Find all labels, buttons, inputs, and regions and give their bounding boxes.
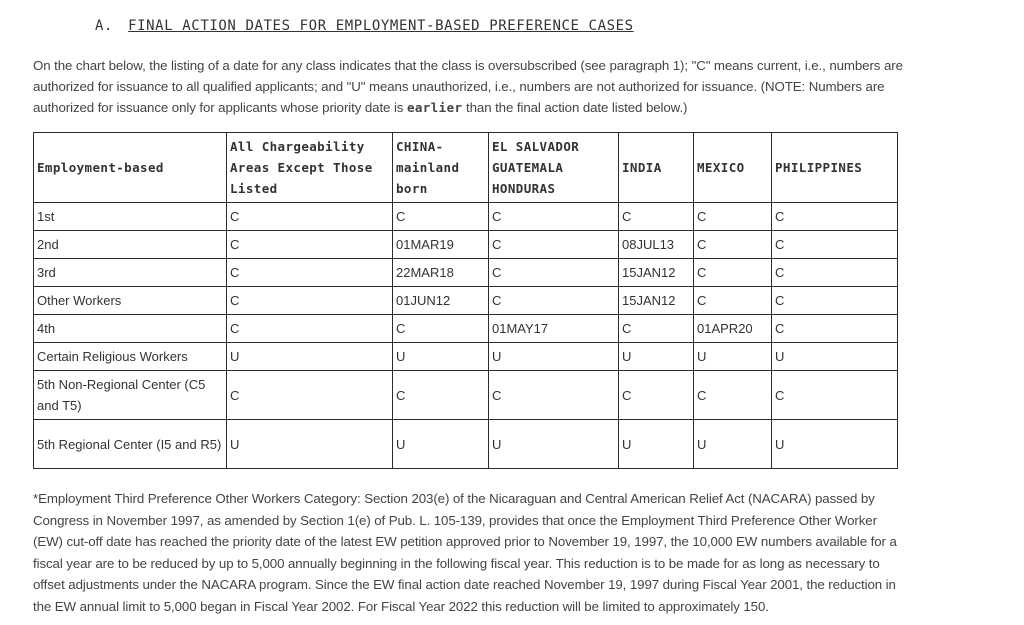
table-cell: C xyxy=(694,259,772,287)
intro-text-end: than the final action date listed below.) xyxy=(462,100,688,115)
table-cell: C xyxy=(772,287,898,315)
col-header-all-chargeability: All Chargeability Areas Except Those Listed xyxy=(227,133,393,203)
table-row xyxy=(34,231,898,259)
table-row xyxy=(34,259,898,287)
row-label: 4th xyxy=(34,315,227,343)
table-cell: U xyxy=(489,343,619,371)
col-header-china: CHINA-mainland born xyxy=(393,133,489,203)
table-cell: C xyxy=(772,203,898,231)
table-cell: C xyxy=(619,203,694,231)
col-header-mexico: MEXICO xyxy=(694,133,772,203)
table-cell: C xyxy=(489,203,619,231)
table-cell: C xyxy=(489,287,619,315)
col-header-philippines: PHILIPPINES xyxy=(772,133,898,203)
table-cell: C xyxy=(489,371,619,420)
table-cell: U xyxy=(694,343,772,371)
table-cell: C xyxy=(489,259,619,287)
table-cell: C xyxy=(772,371,898,420)
table-cell: U xyxy=(619,343,694,371)
row-label: 5th Regional Center (I5 and R5) xyxy=(34,420,227,469)
col-header-employment-based: Employment-based xyxy=(34,133,227,203)
table-cell: U xyxy=(489,420,619,469)
table-cell: C xyxy=(619,371,694,420)
section-heading xyxy=(95,18,634,34)
table-row xyxy=(34,371,898,420)
table-cell: C xyxy=(619,315,694,343)
table-cell: U xyxy=(227,420,393,469)
table-cell: 01MAR19 xyxy=(393,231,489,259)
table-cell: 01APR20 xyxy=(694,315,772,343)
section-letter: A. xyxy=(95,18,114,34)
table-row xyxy=(34,315,898,343)
table-cell: C xyxy=(772,259,898,287)
row-label: 5th Non-Regional Center (C5 and T5) xyxy=(34,371,227,420)
table-cell: U xyxy=(772,343,898,371)
intro-text-start: On the chart below, the listing of a date for any class indicates that the class is oversubscribed (see paragraph 1); "C" means current, i.e., numbers are authorized for issuance to all qualified applicants; and "U" means unauthorized, i.e., numbers are not authorized for issuance. (NOTE: Numbers are authorized for issuance only for applicants whose priority date is xyxy=(33,58,903,115)
footnote-paragraph: *Employment Third Preference Other Workers Category: Section 203(e) of the Nicaraguan and Central American Relief Act (NACARA) passed by Congress in November 1997, as amended by Section 1(e) of Pub. L. 105-139, provides that once the Employment Third Preference Other Worker (EW) cut-off date has reached the priority date of the latest EW petition approved prior to November 19, 1997, the 10,000 EW numbers available for a fiscal year are to be reduced by up to 5,000 annually beginning in the following fiscal year. This reduction is to be made for as long as necessary to offset adjustments under the NACARA program. Since the EW final action date reached November 19, 1997 during Fiscal Year 2001, the reduction in the EW annual limit to 5,000 began in Fiscal Year 2002. For Fiscal Year 2022 this reduction will be limited to approximately 150. xyxy=(33,491,897,614)
intro-paragraph xyxy=(33,55,913,118)
table-cell: C xyxy=(227,203,393,231)
table-cell: C xyxy=(772,231,898,259)
table-row xyxy=(34,287,898,315)
col-header-india: INDIA xyxy=(619,133,694,203)
table-cell: C xyxy=(227,231,393,259)
section-title: FINAL ACTION DATES FOR EMPLOYMENT-BASED PREFERENCE CASES xyxy=(128,18,634,34)
table-cell: C xyxy=(694,287,772,315)
table-cell: C xyxy=(489,231,619,259)
table-cell: 01JUN12 xyxy=(393,287,489,315)
table-cell: U xyxy=(393,343,489,371)
table-cell: 15JAN12 xyxy=(619,287,694,315)
final-action-dates-table xyxy=(33,132,898,469)
table-cell: 01MAY17 xyxy=(489,315,619,343)
intro-emphasis: earlier xyxy=(406,100,463,115)
table-cell: U xyxy=(227,343,393,371)
table-cell: C xyxy=(227,315,393,343)
table-cell: C xyxy=(227,371,393,420)
table-cell: C xyxy=(227,287,393,315)
table-cell: C xyxy=(772,315,898,343)
table-cell: C xyxy=(393,371,489,420)
row-label: 1st xyxy=(34,203,227,231)
col-header-el-salvador: EL SALVADOR GUATEMALA HONDURAS xyxy=(489,133,619,203)
table-cell: U xyxy=(619,420,694,469)
table-cell: C xyxy=(694,203,772,231)
table-row xyxy=(34,203,898,231)
table-cell: C xyxy=(227,259,393,287)
row-label: 2nd xyxy=(34,231,227,259)
table-cell: 08JUL13 xyxy=(619,231,694,259)
row-label: 3rd xyxy=(34,259,227,287)
table-cell: C xyxy=(694,371,772,420)
table-header-row xyxy=(34,133,898,203)
table-cell: C xyxy=(393,203,489,231)
table-row xyxy=(34,420,898,469)
row-label: Other Workers xyxy=(34,287,227,315)
table-cell: 15JAN12 xyxy=(619,259,694,287)
table-cell: C xyxy=(393,315,489,343)
table-cell: U xyxy=(694,420,772,469)
row-label: Certain Religious Workers xyxy=(34,343,227,371)
table-cell: 22MAR18 xyxy=(393,259,489,287)
table-row xyxy=(34,343,898,371)
table-cell: U xyxy=(393,420,489,469)
table-cell: U xyxy=(772,420,898,469)
table-cell: C xyxy=(694,231,772,259)
